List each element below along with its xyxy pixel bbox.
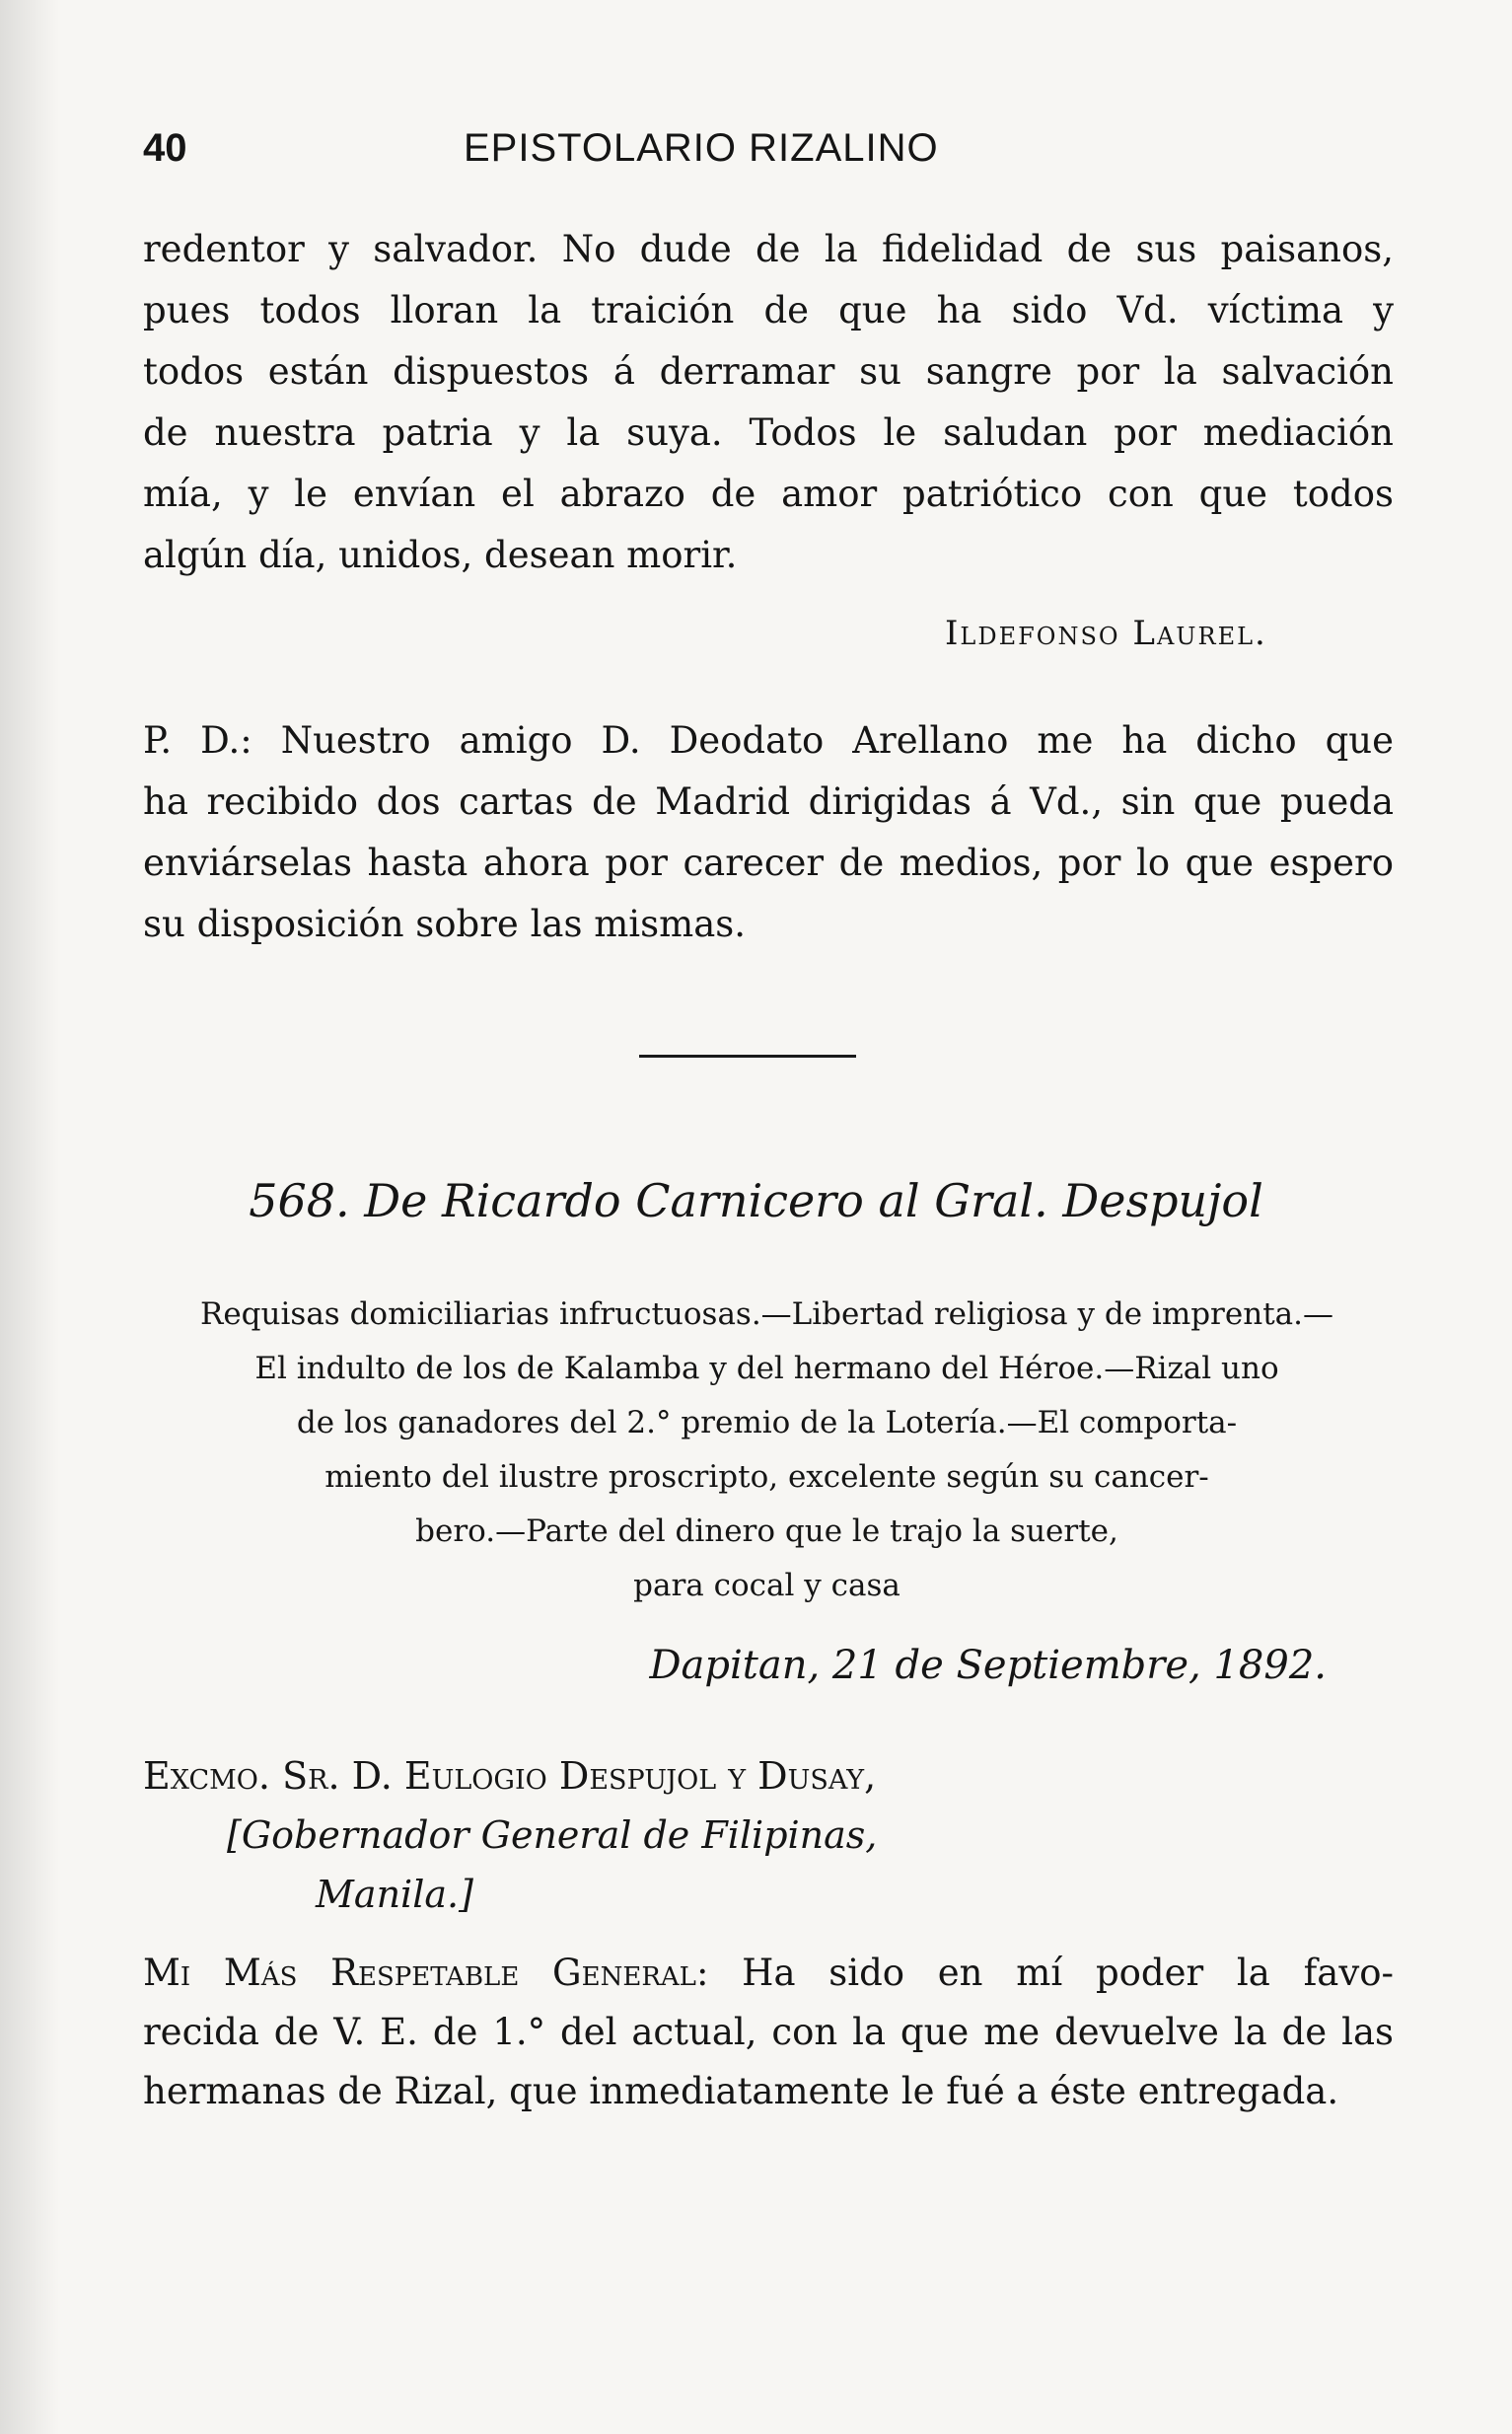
body-line: mía, y le envían el abrazo de amor patriótico con que todos <box>143 473 1394 515</box>
salutation-line <box>143 1944 1394 2003</box>
salutation-line-text: : Ha sido en mí poder la favo- <box>695 1952 1395 1994</box>
postscript-line: ha recibido dos cartas de Madrid dirigidas á Vd., sin que pueda <box>143 780 1394 823</box>
body-line: todos están dispuestos á derramar su sangre por la salvación <box>143 350 1394 393</box>
salutation-paragraph <box>143 1944 1394 2121</box>
page-header <box>143 126 1401 185</box>
dateline: Dapitan, 21 de Septiembre, 1892. <box>649 1643 1327 1688</box>
summary-line: bero.—Parte del dinero que le trajo la suerte, <box>415 1513 1118 1549</box>
postscript-line: P. D.: Nuestro amigo D. Deodato Arellano me ha dicho que <box>143 719 1394 762</box>
signature: Ildefonso Laurel. <box>945 614 1267 653</box>
salutation-line: hermanas de Rizal, que inmediatamente le fué a éste entregada. <box>143 2070 1339 2112</box>
addressee-block <box>143 1746 877 1924</box>
letter-summary <box>138 1288 1396 1613</box>
body-line: redentor y salvador. No dude de la fidelidad de sus paisanos, <box>143 228 1394 270</box>
running-title: EPISTOLARIO RIZALINO <box>464 126 939 170</box>
page-number: 40 <box>143 126 187 170</box>
letter-heading: 568. De Ricardo Carnicero al Gral. Despujol <box>249 1174 1263 1227</box>
summary-line: El indulto de los de Kalamba y del hermano del Héroe.—Rizal uno <box>254 1351 1279 1386</box>
postscript-line: enviárselas hasta ahora por carecer de medios, por lo que espero <box>143 842 1394 884</box>
summary-line: para cocal y casa <box>633 1568 900 1603</box>
summary-line: Requisas domiciliarias infructuosas.—Libertad religiosa y de imprenta.— <box>200 1296 1333 1332</box>
body-line: pues todos lloran la traición de que ha sido Vd. víctima y <box>143 289 1394 332</box>
body-line: algún día, unidos, desean morir. <box>143 534 738 576</box>
addressee-city: Manila.] <box>316 1873 473 1916</box>
salutation: Mi Más Respetable General <box>143 1952 696 1994</box>
salutation-line: recida de V. E. de 1.° del actual, con la que me devuelve la de las <box>143 2011 1394 2053</box>
body-line: de nuestra patria y la suya. Todos le saludan por mediación <box>143 411 1394 454</box>
section-divider <box>639 1055 856 1058</box>
summary-line: miento del ilustre proscripto, excelente según su cancer- <box>324 1459 1209 1495</box>
letter-body-paragraph <box>143 219 1394 586</box>
addressee-name: Excmo. Sr. D. Eulogio Despujol y Dusay, <box>143 1754 877 1798</box>
postscript-line: su disposición sobre las mismas. <box>143 903 747 945</box>
summary-line: de los ganadores del 2.° premio de la Lotería.—El comporta- <box>296 1405 1238 1440</box>
addressee-title: [Gobernador General de Filipinas, <box>227 1813 878 1857</box>
postscript-paragraph <box>143 710 1394 955</box>
